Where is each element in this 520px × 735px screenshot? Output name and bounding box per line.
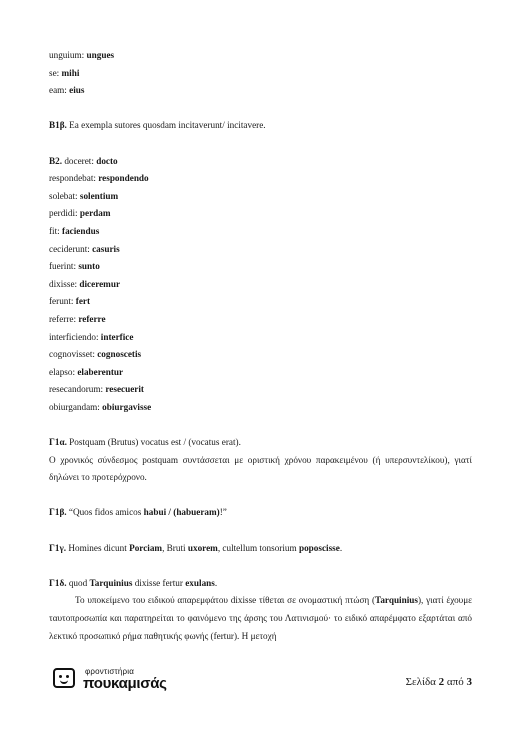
answer-text: Postquam (Brutus) vocatus est / (vocatus erat). bbox=[66, 437, 241, 448]
form-original: perdidi: bbox=[49, 208, 80, 219]
document-body bbox=[49, 47, 472, 645]
answer-line bbox=[49, 293, 472, 311]
page-number bbox=[406, 676, 472, 688]
form-answer: obiurgavisse bbox=[102, 401, 152, 412]
form-original: resecandorum: bbox=[49, 384, 106, 395]
smiley-icon bbox=[53, 668, 75, 688]
section-label: Γ1α. bbox=[49, 437, 67, 448]
form-answer: faciendus bbox=[62, 225, 100, 236]
section-label: Γ1β. bbox=[49, 507, 67, 518]
explanation-bold: Tarquinius bbox=[375, 595, 418, 606]
b2-first-line bbox=[49, 153, 472, 171]
page-prefix: Σελίδα bbox=[405, 676, 439, 688]
answer-bold: uxorem bbox=[187, 542, 218, 553]
form-answer: solentium bbox=[79, 190, 119, 201]
answer-text: !” bbox=[219, 507, 227, 518]
answer-text: dixisse fertur bbox=[132, 577, 186, 588]
b2-answer-list bbox=[49, 170, 472, 416]
form-answer: sunto bbox=[78, 261, 100, 272]
answer-line bbox=[49, 346, 472, 364]
answer-line bbox=[49, 47, 472, 65]
form-answer: eius bbox=[69, 85, 85, 96]
answer-line bbox=[49, 311, 472, 329]
answer-text: quod bbox=[66, 577, 90, 588]
form-original: ceciderunt: bbox=[49, 243, 93, 254]
g1b-answer bbox=[49, 504, 472, 522]
answer-bold: Tarquinius bbox=[89, 577, 133, 588]
form-answer: cognoscetis bbox=[97, 349, 142, 360]
answer-line bbox=[49, 223, 472, 241]
form-original: respondebat: bbox=[49, 173, 99, 184]
section-label: B1β. bbox=[49, 120, 67, 131]
answer-bold: Porciam bbox=[129, 542, 163, 553]
form-original: doceret: bbox=[62, 155, 97, 166]
form-answer: diceremur bbox=[79, 278, 121, 289]
answer-line bbox=[49, 329, 472, 347]
answer-line bbox=[49, 65, 472, 83]
answer-list-top bbox=[49, 47, 472, 100]
g1d-explanation bbox=[49, 592, 472, 645]
answer-bold: habui / (habueram) bbox=[143, 507, 220, 518]
answer-text: , Bruti bbox=[162, 542, 188, 553]
answer-text: . bbox=[339, 542, 343, 553]
answer-text: Homines dicunt bbox=[66, 542, 130, 553]
form-original: obiurgandam: bbox=[49, 401, 103, 412]
form-original: eam: bbox=[49, 85, 70, 96]
answer-line bbox=[49, 82, 472, 100]
page-mid: από bbox=[444, 676, 467, 688]
form-answer: referre bbox=[78, 313, 106, 324]
page-footer bbox=[49, 666, 472, 696]
answer-line bbox=[49, 276, 472, 294]
b1b-answer bbox=[49, 117, 472, 135]
form-original: interficiendo: bbox=[49, 331, 101, 342]
answer-text: Ea exempla sutores quosdam incitaverunt/ incitavere. bbox=[66, 120, 266, 131]
explanation-text: Το υποκείμενο του ειδικού απαρεμφάτου dixisse τίθεται σε ονομαστική πτώση ( bbox=[75, 595, 376, 606]
answer-text: “Quos fidos amicos bbox=[66, 507, 144, 518]
logo-tagline: φροντιστήρια bbox=[85, 667, 135, 676]
form-original: ferunt: bbox=[49, 296, 76, 307]
answer-line bbox=[49, 241, 472, 259]
form-original: solebat: bbox=[49, 190, 80, 201]
answer-text: , cultellum tonsorium bbox=[217, 542, 299, 553]
answer-bold: poposcisse bbox=[298, 542, 340, 553]
form-original: cognovisset: bbox=[49, 349, 98, 360]
answer-line bbox=[49, 188, 472, 206]
form-answer: mihi bbox=[61, 67, 80, 78]
answer-line bbox=[49, 170, 472, 188]
page-total: 3 bbox=[466, 676, 472, 688]
page-current: 2 bbox=[438, 676, 445, 688]
form-original: fit: bbox=[49, 225, 63, 236]
form-original: unguium: bbox=[49, 50, 87, 60]
g1g-answer bbox=[49, 540, 472, 558]
g1a-explanation: Ο χρονικός σύνδεσμος postquam συντάσσεται με οριστική χρόνου παρακειμένου (ή υπερσυντελίκου), γιατί δηλώνει το προτερόχρονο. bbox=[49, 454, 472, 483]
explanation-text: ), γιατί έχουμε ταυτοπροσωπία και παρατηρείται το φαινόμενο της άρσης του Λατινισμού· το ειδικό απαρέμφατο εξαρτάται από λεκτικό προσωπικό ρήμα παθητικής φωνής (fertur). Η μετοχή bbox=[49, 595, 472, 641]
form-answer: perdam bbox=[79, 208, 111, 219]
form-original: fuerint: bbox=[49, 261, 79, 272]
form-answer: respondendo bbox=[98, 173, 149, 184]
answer-bold: exulans bbox=[185, 577, 215, 588]
g1d-answer bbox=[49, 575, 472, 593]
form-answer: ungues bbox=[86, 50, 115, 60]
answer-line bbox=[49, 381, 472, 399]
g1a-answer bbox=[49, 434, 472, 452]
section-label: Γ1δ. bbox=[49, 577, 67, 588]
form-answer: casuris bbox=[92, 243, 120, 254]
form-original: elapso: bbox=[49, 366, 78, 377]
answer-line bbox=[49, 364, 472, 382]
brand-logo bbox=[49, 666, 199, 694]
form-answer: docto bbox=[96, 155, 118, 166]
logo-wordmark: πουκαμισάς bbox=[83, 675, 167, 692]
answer-line bbox=[49, 399, 472, 417]
answer-line bbox=[49, 258, 472, 276]
form-answer: fert bbox=[75, 296, 91, 307]
form-original: referre: bbox=[49, 313, 79, 324]
form-answer: elaberentur bbox=[77, 366, 124, 377]
form-original: se: bbox=[49, 67, 62, 78]
answer-line bbox=[49, 205, 472, 223]
logo-smile bbox=[60, 678, 68, 684]
form-answer: interfice bbox=[100, 331, 134, 342]
form-original: dixisse: bbox=[49, 278, 80, 289]
form-answer: resecuerit bbox=[105, 384, 144, 395]
section-label: B2. bbox=[49, 155, 63, 166]
answer-text: . bbox=[214, 577, 218, 588]
section-label: Γ1γ. bbox=[49, 542, 67, 553]
